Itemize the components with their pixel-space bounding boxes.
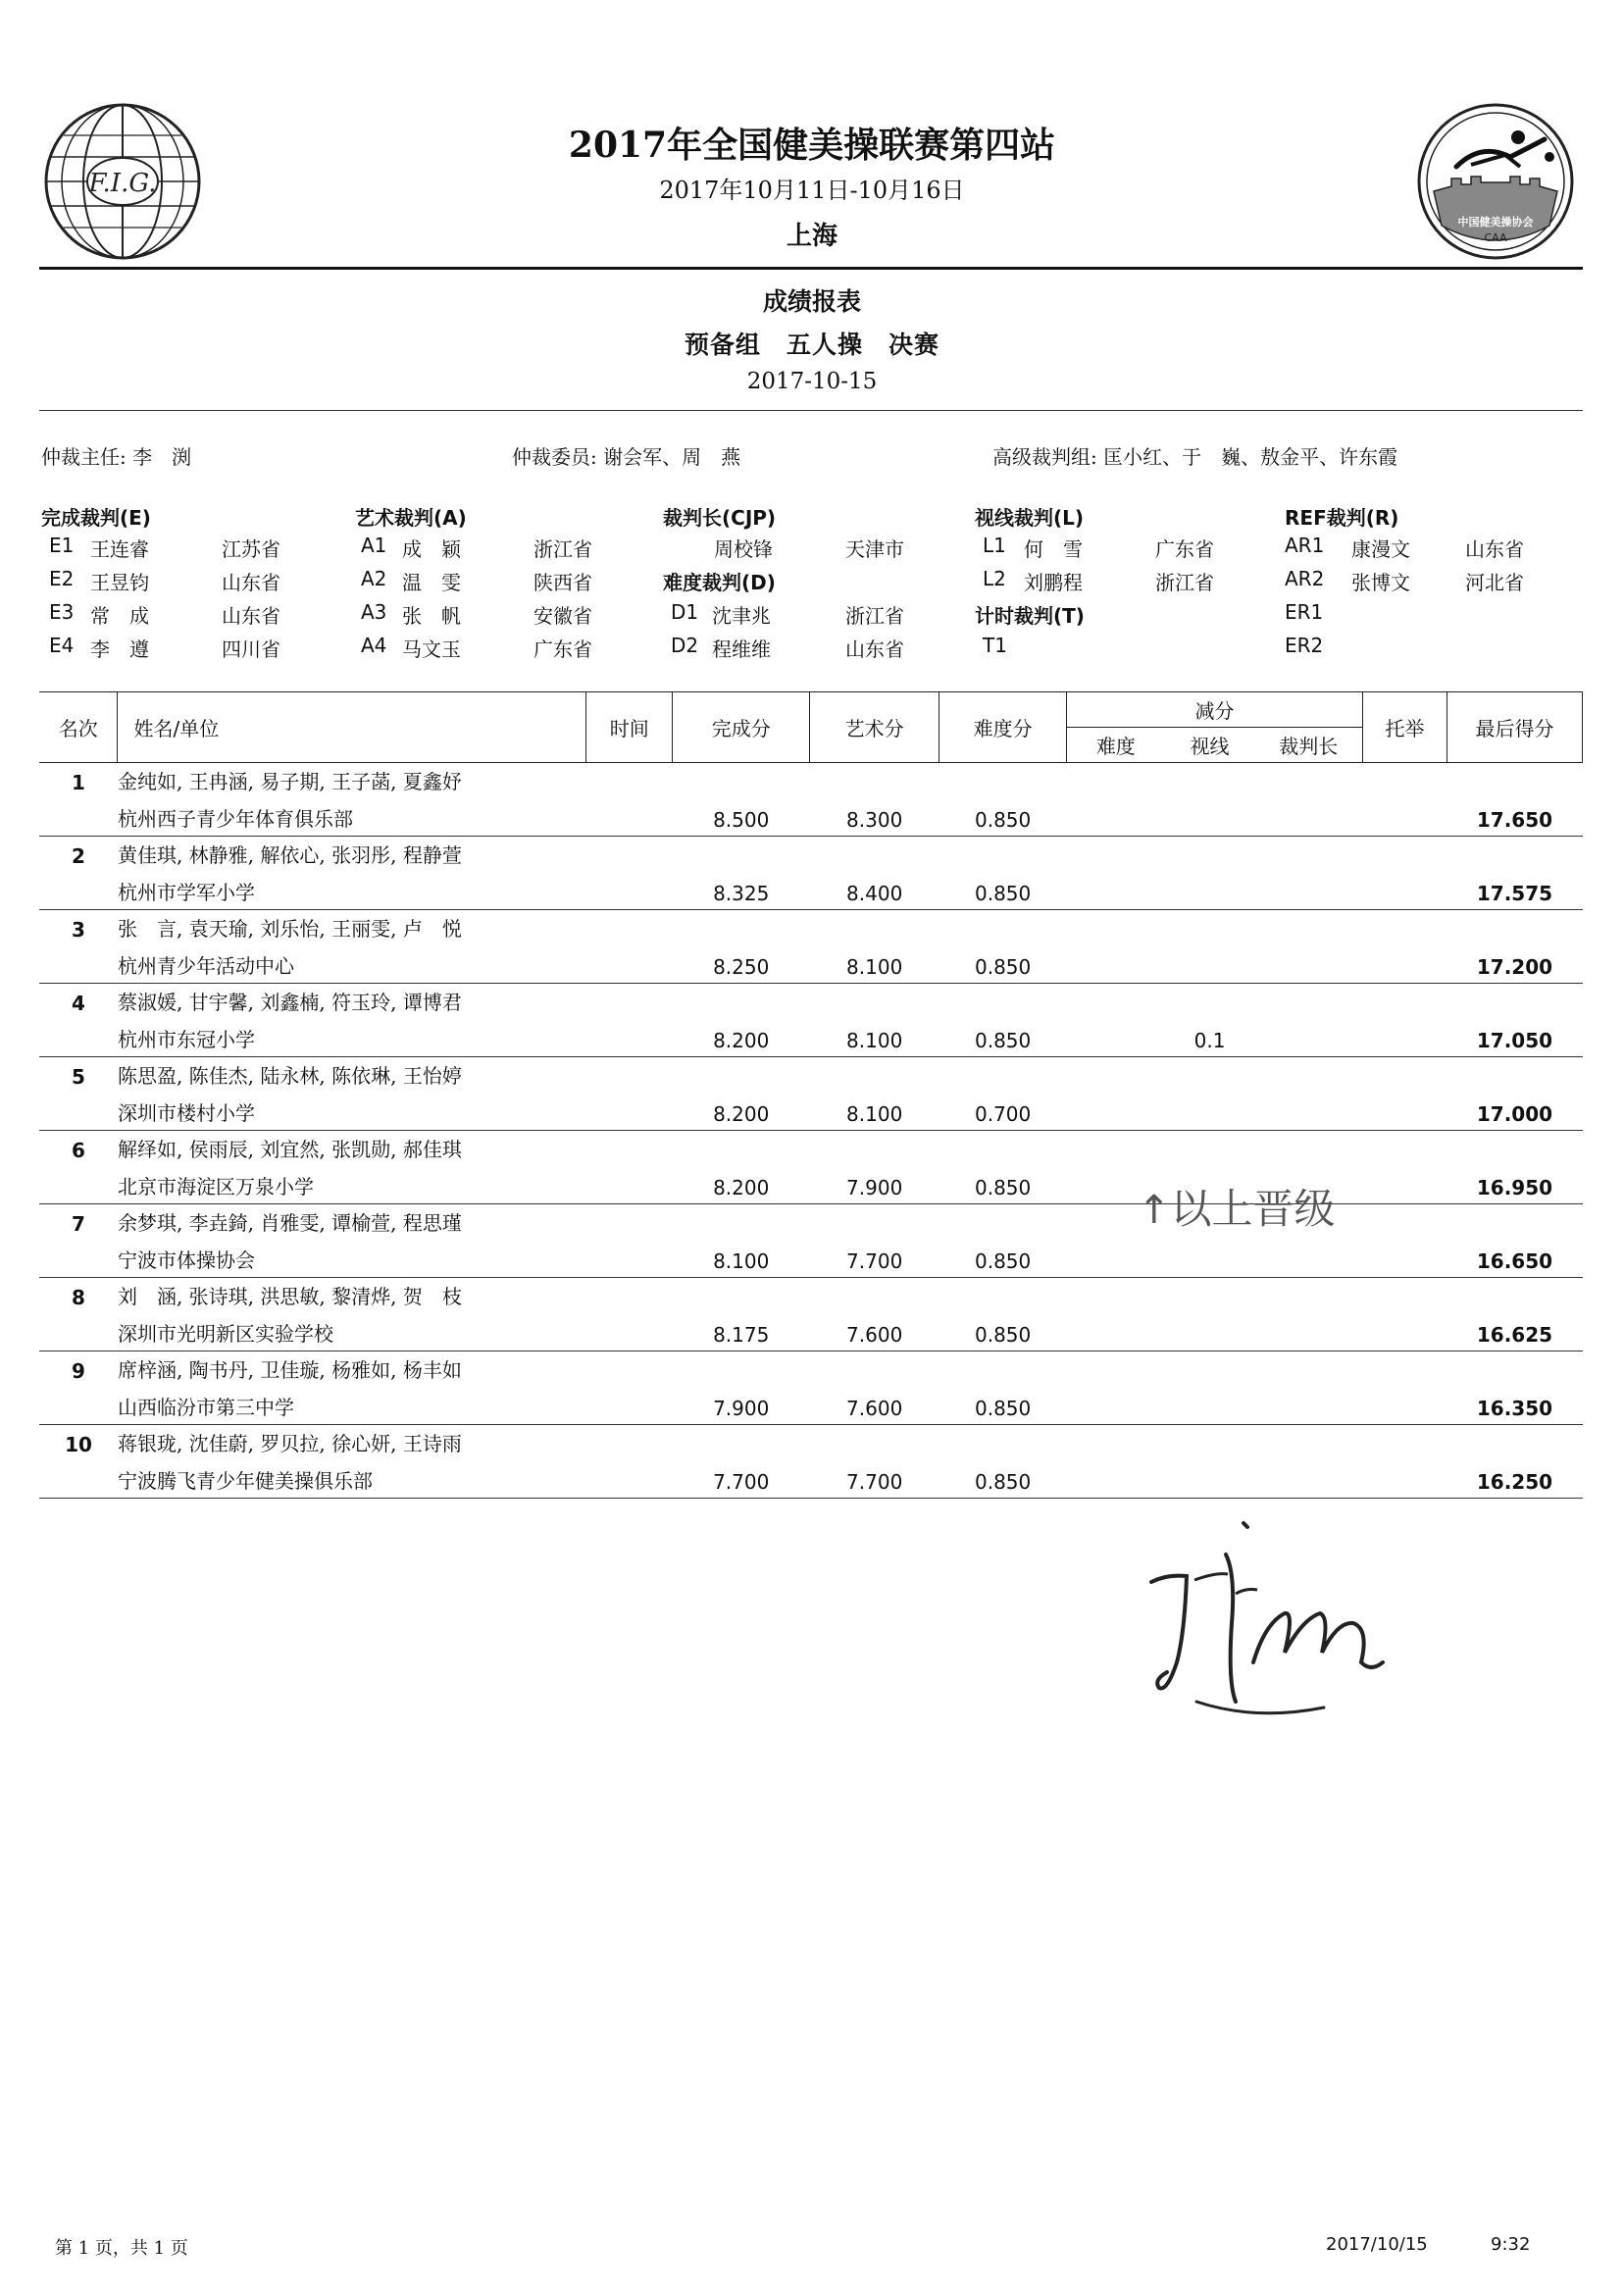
final-score: 16.250 bbox=[1446, 1458, 1582, 1499]
signature bbox=[1138, 1515, 1393, 1751]
header-rule bbox=[39, 267, 1583, 270]
judge-province: 安徽省 bbox=[533, 604, 592, 628]
col-execution: 完成分 bbox=[673, 692, 810, 763]
artistic-score: 7.600 bbox=[810, 1385, 939, 1425]
table-row bbox=[39, 1311, 1583, 1351]
table-row bbox=[39, 1385, 1583, 1425]
athlete-names: 陈思盈, 陈佳杰, 陆永林, 陈依琳, 王怡婷 bbox=[117, 1064, 462, 1088]
svg-text:CAA: CAA bbox=[1484, 231, 1507, 244]
col-deductions: 减分 bbox=[1067, 692, 1363, 728]
report-date: 2017-10-15 bbox=[746, 369, 878, 394]
judge-province: 河北省 bbox=[1465, 571, 1524, 594]
col-name: 姓名/单位 bbox=[118, 692, 586, 763]
col-time: 时间 bbox=[586, 692, 673, 763]
execution-label: 完成裁判(E) bbox=[41, 506, 151, 530]
unit: 杭州西子青少年体育俱乐部 bbox=[118, 796, 586, 837]
rank: 6 bbox=[72, 1139, 85, 1162]
judge-name: 何 雪 bbox=[1024, 537, 1083, 561]
qualified-annotation: ↑以上晋级 bbox=[1138, 1185, 1336, 1233]
judge-province: 天津市 bbox=[845, 537, 904, 561]
line-label: 视线裁判(L) bbox=[975, 506, 1085, 530]
unit: 北京市海淀区万泉小学 bbox=[118, 1164, 586, 1204]
line-deduction bbox=[1165, 1091, 1255, 1131]
line-deduction bbox=[1165, 1385, 1255, 1425]
judge-pos: AR1 bbox=[1285, 534, 1325, 557]
execution-score: 8.325 bbox=[673, 870, 810, 910]
time-label: 计时裁判(T) bbox=[975, 604, 1085, 628]
final-score: 16.350 bbox=[1446, 1385, 1582, 1425]
final-score: 17.575 bbox=[1446, 870, 1582, 910]
artistic-score: 8.400 bbox=[810, 870, 939, 910]
judge-name: 成 颖 bbox=[402, 537, 461, 561]
final-score: 17.650 bbox=[1446, 796, 1582, 837]
table-row bbox=[39, 1164, 1583, 1204]
artistic-score: 8.100 bbox=[810, 943, 939, 984]
judge-province: 山东省 bbox=[1465, 537, 1524, 561]
artistic-label: 艺术裁判(A) bbox=[355, 506, 467, 530]
rank: 1 bbox=[72, 771, 85, 794]
difficulty-score: 0.850 bbox=[939, 1385, 1067, 1425]
judge-pos: E2 bbox=[49, 567, 75, 590]
artistic-score: 8.100 bbox=[810, 1091, 939, 1131]
execution-score: 7.900 bbox=[673, 1385, 810, 1425]
judge-name: 沈聿兆 bbox=[712, 604, 771, 628]
rank: 10 bbox=[65, 1433, 92, 1456]
artistic-score: 8.300 bbox=[810, 796, 939, 837]
judge-name: 王连睿 bbox=[90, 537, 149, 561]
execution-score: 8.200 bbox=[673, 1091, 810, 1131]
unit: 深圳市光明新区实验学校 bbox=[118, 1311, 586, 1351]
report-title: 成绩报表 bbox=[762, 287, 861, 316]
rank: 9 bbox=[72, 1359, 85, 1383]
rank: 3 bbox=[72, 918, 85, 942]
execution-score: 8.200 bbox=[673, 1017, 810, 1057]
judge-province: 山东省 bbox=[222, 571, 280, 594]
superior-jury: 高级裁判组: 匡小红、于 巍、敖金平、许东霞 bbox=[992, 445, 1398, 469]
judge-name: 程维维 bbox=[712, 637, 771, 661]
table-row bbox=[39, 870, 1583, 910]
judge-province: 广东省 bbox=[533, 637, 592, 661]
event-city: 上海 bbox=[786, 222, 837, 251]
table-row bbox=[39, 1238, 1583, 1278]
final-score: 17.050 bbox=[1446, 1017, 1582, 1057]
table-row bbox=[39, 1425, 1583, 1459]
athlete-names: 蒋银珑, 沈佳蔚, 罗贝拉, 徐心妍, 王诗雨 bbox=[117, 1432, 462, 1455]
judge-pos: D2 bbox=[671, 634, 699, 657]
unit: 杭州青少年活动中心 bbox=[118, 943, 586, 984]
judge-province: 四川省 bbox=[222, 637, 280, 661]
rank: 7 bbox=[72, 1212, 85, 1236]
col-ded-line: 视线 bbox=[1165, 728, 1255, 763]
execution-score: 8.200 bbox=[673, 1164, 810, 1204]
judge-name: 康漫文 bbox=[1351, 537, 1410, 561]
table-row bbox=[39, 1204, 1583, 1239]
athlete-names: 黄佳琪, 林静雅, 解依心, 张羽彤, 程静萱 bbox=[117, 843, 462, 867]
event-dates: 2017年10月11日-10月16日 bbox=[659, 177, 965, 204]
table-row bbox=[39, 984, 1583, 1018]
table-row bbox=[39, 796, 1583, 837]
difficulty-score: 0.850 bbox=[939, 1238, 1067, 1278]
difficulty-score: 0.700 bbox=[939, 1091, 1067, 1131]
event-title: 2017年全国健美操联赛第四站 bbox=[568, 125, 1056, 166]
line-deduction: 0.1 bbox=[1165, 1017, 1255, 1057]
rank: 4 bbox=[72, 992, 85, 1015]
judge-pos: ER2 bbox=[1285, 634, 1324, 657]
line-deduction bbox=[1165, 1311, 1255, 1351]
judge-province: 浙江省 bbox=[845, 604, 904, 628]
artistic-score: 7.600 bbox=[810, 1311, 939, 1351]
artistic-score: 8.100 bbox=[810, 1017, 939, 1057]
difficulty-label: 难度裁判(D) bbox=[663, 571, 776, 594]
difficulty-score: 0.850 bbox=[939, 870, 1067, 910]
final-score: 17.000 bbox=[1446, 1091, 1582, 1131]
final-score: 17.200 bbox=[1446, 943, 1582, 984]
judge-pos: D1 bbox=[671, 600, 699, 624]
execution-score: 8.500 bbox=[673, 796, 810, 837]
athlete-names: 席梓涵, 陶书丹, 卫佳璇, 杨雅如, 杨丰如 bbox=[117, 1358, 462, 1382]
table-row bbox=[39, 1091, 1583, 1131]
table-row bbox=[39, 1278, 1583, 1312]
difficulty-score: 0.850 bbox=[939, 1311, 1067, 1351]
final-score: 16.625 bbox=[1446, 1311, 1582, 1351]
judge-province: 山东省 bbox=[845, 637, 904, 661]
judge-province: 广东省 bbox=[1155, 537, 1214, 561]
rank: 8 bbox=[72, 1286, 85, 1309]
col-artistic: 艺术分 bbox=[810, 692, 939, 763]
unit: 宁波市体操协会 bbox=[118, 1238, 586, 1278]
artistic-score: 7.700 bbox=[810, 1458, 939, 1499]
unit: 杭州市东冠小学 bbox=[118, 1017, 586, 1057]
report-category: 预备组 五人操 决赛 bbox=[684, 331, 939, 359]
judge-name: 王昱钧 bbox=[90, 571, 149, 594]
line-deduction bbox=[1165, 870, 1255, 910]
judge-name: 温 雯 bbox=[402, 571, 461, 594]
table-row bbox=[39, 943, 1583, 984]
table-row bbox=[39, 837, 1583, 871]
col-ded-cjp: 裁判长 bbox=[1255, 728, 1363, 763]
athlete-names: 余梦琪, 李垚錡, 肖雅雯, 谭榆萱, 程思瑾 bbox=[117, 1211, 462, 1235]
judge-pos: A3 bbox=[361, 600, 387, 624]
judge-pos: L2 bbox=[983, 567, 1006, 590]
judge-name: 张博文 bbox=[1351, 571, 1410, 594]
difficulty-score: 0.850 bbox=[939, 796, 1067, 837]
line-deduction bbox=[1165, 796, 1255, 837]
athlete-names: 刘 涵, 张诗琪, 洪思敏, 黎清烨, 贺 枝 bbox=[117, 1285, 462, 1308]
difficulty-score: 0.850 bbox=[939, 1458, 1067, 1499]
judge-province: 山东省 bbox=[222, 604, 280, 628]
execution-score: 8.100 bbox=[673, 1238, 810, 1278]
artistic-score: 7.700 bbox=[810, 1238, 939, 1278]
table-row bbox=[39, 763, 1583, 797]
unit: 杭州市学军小学 bbox=[118, 870, 586, 910]
judge-name: 张 帆 bbox=[402, 604, 461, 628]
svg-text:中国健美操协会: 中国健美操协会 bbox=[1457, 216, 1534, 229]
print-date: 2017/10/15 bbox=[1326, 2234, 1428, 2255]
judge-pos: A4 bbox=[361, 634, 387, 657]
col-rank: 名次 bbox=[39, 692, 118, 763]
final-score: 16.950 bbox=[1446, 1164, 1582, 1204]
line-deduction bbox=[1165, 943, 1255, 984]
page-number: 第 1 页，共 1 页 bbox=[55, 2238, 188, 2259]
judge-pos: E1 bbox=[49, 534, 75, 557]
rank: 2 bbox=[72, 844, 85, 868]
judge-province: 陕西省 bbox=[533, 571, 592, 594]
athlete-names: 金纯如, 王冉涵, 易子期, 王子菡, 夏鑫妤 bbox=[117, 770, 462, 793]
athlete-names: 解绎如, 侯雨辰, 刘宜然, 张凯勋, 郝佳琪 bbox=[117, 1138, 462, 1161]
execution-score: 7.700 bbox=[673, 1458, 810, 1499]
table-row bbox=[39, 910, 1583, 944]
unit: 深圳市楼村小学 bbox=[118, 1091, 586, 1131]
unit: 宁波腾飞青少年健美操俱乐部 bbox=[118, 1458, 586, 1499]
artistic-score: 7.900 bbox=[810, 1164, 939, 1204]
athlete-names: 张 言, 袁天瑜, 刘乐怡, 王丽雯, 卢 悦 bbox=[117, 917, 462, 941]
line-deduction bbox=[1165, 1238, 1255, 1278]
judge-pos: L1 bbox=[983, 534, 1006, 557]
judge-name: 常 成 bbox=[90, 604, 149, 628]
judge-province: 浙江省 bbox=[533, 537, 592, 561]
judge-pos: E3 bbox=[49, 600, 75, 624]
ref-label: REF裁判(R) bbox=[1285, 506, 1399, 530]
judge-name: 李 遵 bbox=[90, 637, 149, 661]
col-ded-difficulty: 难度 bbox=[1067, 728, 1165, 763]
judge-name: 马文玉 bbox=[402, 637, 461, 661]
table-row bbox=[39, 1351, 1583, 1386]
table-row bbox=[39, 1017, 1583, 1057]
judge-pos: ER1 bbox=[1285, 600, 1324, 624]
judge-pos: A1 bbox=[361, 534, 387, 557]
execution-score: 8.250 bbox=[673, 943, 810, 984]
jury-president: 仲裁主任: 李 渕 bbox=[41, 445, 192, 469]
judge-province: 浙江省 bbox=[1155, 571, 1214, 594]
difficulty-score: 0.850 bbox=[939, 943, 1067, 984]
judge-pos: E4 bbox=[49, 634, 75, 657]
judge-pos: AR2 bbox=[1285, 567, 1325, 590]
judge-name: 刘鹏程 bbox=[1024, 571, 1083, 594]
col-difficulty: 难度分 bbox=[939, 692, 1067, 763]
final-score: 16.650 bbox=[1446, 1238, 1582, 1278]
col-lift: 托举 bbox=[1362, 692, 1446, 763]
col-final: 最后得分 bbox=[1446, 692, 1582, 763]
up-arrow-icon: ↑ bbox=[1138, 1188, 1171, 1233]
cjp-label: 裁判长(CJP) bbox=[663, 506, 777, 530]
table-row bbox=[39, 1458, 1583, 1499]
table-row bbox=[39, 1131, 1583, 1165]
jury-members: 仲裁委员: 谢会军、周 燕 bbox=[512, 445, 741, 469]
difficulty-score: 0.850 bbox=[939, 1017, 1067, 1057]
results-table bbox=[39, 691, 1583, 1499]
print-time: 9:32 bbox=[1491, 2234, 1531, 2255]
svg-text:F.I.G.: F.I.G. bbox=[88, 169, 157, 198]
rank: 5 bbox=[72, 1065, 85, 1089]
athlete-names: 蔡淑媛, 甘宇馨, 刘鑫楠, 符玉玲, 谭博君 bbox=[117, 991, 462, 1014]
table-row bbox=[39, 1057, 1583, 1092]
judge-name: 周校锋 bbox=[714, 537, 773, 561]
judge-pos: T1 bbox=[983, 634, 1007, 657]
unit: 山西临汾市第三中学 bbox=[118, 1385, 586, 1425]
judge-pos: A2 bbox=[361, 567, 387, 590]
report-rule bbox=[39, 410, 1583, 411]
line-deduction bbox=[1165, 1458, 1255, 1499]
judge-province: 江苏省 bbox=[222, 537, 280, 561]
difficulty-score: 0.850 bbox=[939, 1164, 1067, 1204]
execution-score: 8.175 bbox=[673, 1311, 810, 1351]
